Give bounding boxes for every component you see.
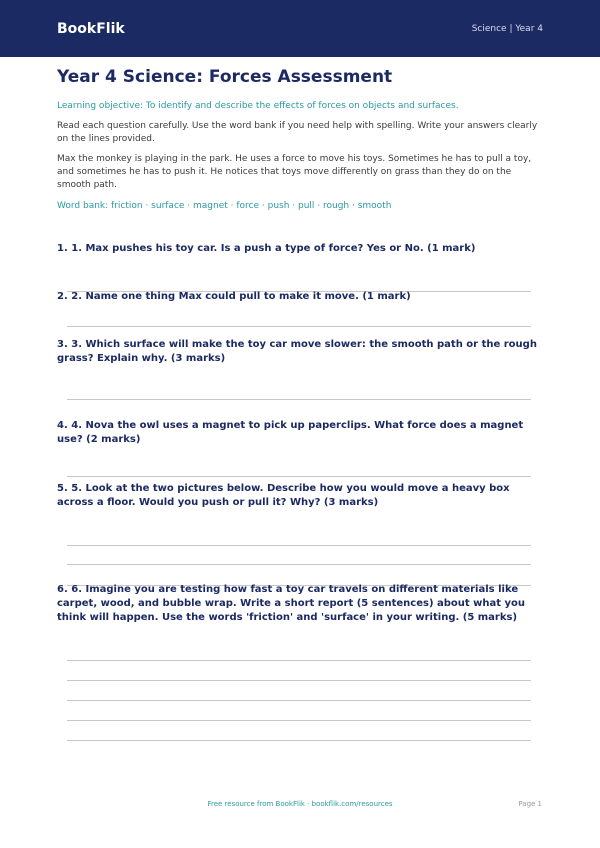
question-2: 2. 2. Name one thing Max could pull to make it move. (1 mark) (57, 291, 411, 302)
answer-line[interactable] (67, 700, 531, 701)
answer-line[interactable] (67, 720, 531, 721)
question-1: 1. 1. Max pushes his toy car. Is a push a type of force? Yes or No. (1 mark) (57, 243, 476, 254)
page-footer (0, 800, 600, 814)
instructions-text: Read each question carefully. Use the word bank if you need help with spelling. Write your answers clearly on the lines provided. (57, 121, 538, 144)
question-6: 6. 6. Imagine you are testing how fast a toy car travels on different materials like carpet, wood, and bubble wrap. Write a short report (5 sentences) about what you think will happen. Use the words 'friction' and 'surface' in your writing. (5 marks) (57, 584, 526, 623)
word-bank: Word bank: friction · surface · magnet · force · push · pull · rough · smooth (57, 201, 392, 211)
brand-logo[interactable]: BookFlik (57, 20, 125, 37)
answer-line[interactable] (67, 660, 531, 661)
footer-credit-link[interactable]: Free resource from BookFlik · bookflik.com/resources (207, 800, 393, 808)
question-3: 3. 3. Which surface will make the toy car move slower: the smooth path or the rough grass? Explain why. (3 marks) (57, 339, 537, 364)
page-title: Year 4 Science: Forces Assessment (57, 67, 393, 87)
answer-line[interactable] (67, 564, 531, 565)
question-4: 4. 4. Nova the owl uses a magnet to pick up paperclips. What force does a magnet use? (2 marks) (57, 420, 524, 445)
questions-area (57, 0, 543, 848)
answer-line[interactable] (67, 326, 531, 327)
breadcrumb: Science | Year 4 (471, 23, 543, 34)
answer-line[interactable] (67, 740, 531, 741)
learning-objective: Learning objective: To identify and describe the effects of forces on objects and surfaces. (57, 101, 459, 111)
answer-line[interactable] (67, 680, 531, 681)
answer-line[interactable] (67, 399, 531, 400)
answer-line[interactable] (67, 476, 531, 477)
page-number: Page 1 (518, 800, 542, 808)
question-5: 5. 5. Look at the two pictures below. Describe how you would move a heavy box across a floor. Would you push or pull it? Why? (3 marks) (57, 483, 510, 508)
story-text: Max the monkey is playing in the park. He uses a force to move his toys. Sometimes he has to pull a toy, and sometimes he has to push it. He notices that toys move differently on grass than they do on the smooth path. (57, 154, 532, 190)
answer-line[interactable] (67, 545, 531, 546)
